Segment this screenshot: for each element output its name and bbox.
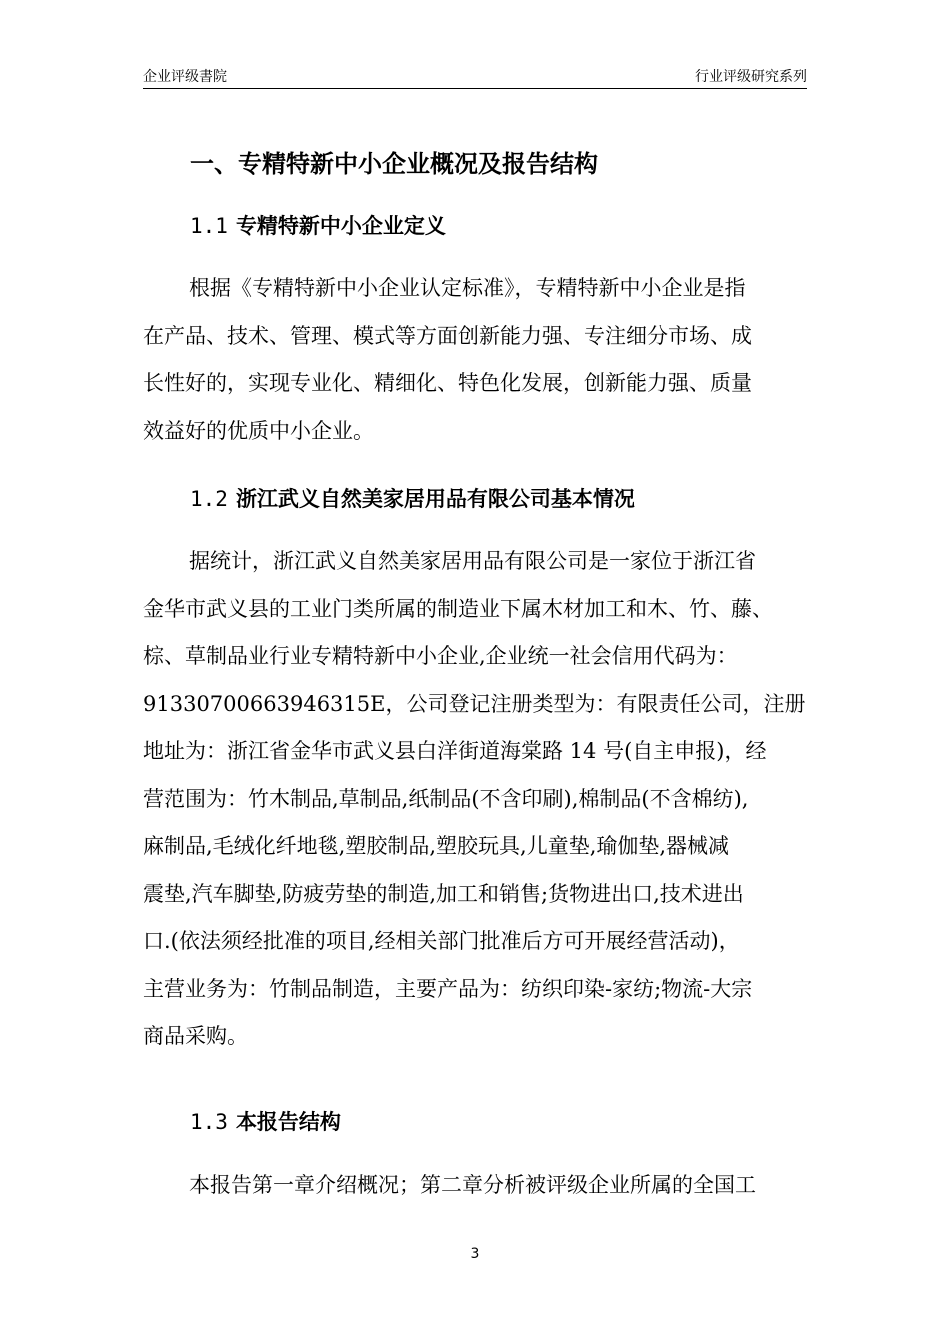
text-line: 麻制品,毛绒化纤地毯,塑胶制品,塑胶玩具,儿童垫,瑜伽垫,器械减: [143, 834, 730, 858]
chapter-title: 一、专精特新中小企业概况及报告结构: [190, 150, 598, 178]
text-line: 商品采购。: [143, 1024, 248, 1048]
header-right-text: 行业评级研究系列: [695, 69, 807, 85]
paragraph-report-structure: [143, 1162, 807, 1210]
text-line: 在产品、技术、管理、模式等方面创新能力强、专注细分市场、成: [143, 323, 752, 348]
text-line: 长性好的，实现专业化、精细化、特色化发展，创新能力强、质量: [143, 371, 752, 395]
text-line: 营范围为：竹木制品,草制品,纸制品(不含印刷),棉制品(不含棉纺),: [143, 786, 749, 811]
paragraph-company-info: [143, 538, 807, 1061]
section-heading-1-1: [190, 210, 446, 242]
section-title: 专精特新中小企业定义: [235, 214, 446, 238]
text-line: 金华市武义县的工业门类所属的制造业下属木材加工和木、竹、藤、: [143, 596, 773, 621]
section-heading-1-2: [190, 483, 635, 515]
section-number: 1.1: [190, 214, 228, 238]
header-left-text: 企业评级書院: [143, 69, 227, 85]
paragraph-definition: [143, 265, 807, 455]
text-line: 根据《专精特新中小企业认定标准》，专精特新中小企业是指: [189, 276, 746, 300]
section-number: 1.3: [190, 1110, 228, 1134]
section-number: 1.2: [190, 487, 228, 511]
section-title: 浙江武义自然美家居用品有限公司基本情况: [235, 487, 635, 511]
page-header: [143, 68, 807, 89]
text-line: 主营业务为：竹制品制造，主要产品为：纺织印染-家纺;物流-大宗: [143, 976, 753, 1001]
text-line: 棕、草制品业行业专精特新中小企业,企业统一社会信用代码为：: [143, 644, 738, 668]
text-line: 效益好的优质中小企业。: [143, 418, 374, 443]
text-line: 本报告第一章介绍概况；第二章分析被评级企业所属的全国工: [189, 1173, 756, 1197]
text-line: 据统计，浙江武义自然美家居用品有限公司是一家位于浙江省: [189, 549, 756, 573]
text-line: 地址为：浙江省金华市武义县白洋街道海棠路 14 号(自主申报)，经: [143, 739, 767, 763]
page-number: 3: [470, 1246, 480, 1262]
section-heading-1-3: [190, 1106, 341, 1138]
text-line: 口.(依法须经批准的项目,经相关部门批准后方可开展经营活动)，: [143, 929, 740, 953]
text-line: 震垫,汽车脚垫,防疲劳垫的制造,加工和销售;货物进出口,技术进出: [143, 881, 744, 906]
section-title: 本报告结构: [235, 1110, 341, 1134]
text-line: 91330700663946315E，公司登记注册类型为：有限责任公司，注册: [143, 691, 806, 716]
